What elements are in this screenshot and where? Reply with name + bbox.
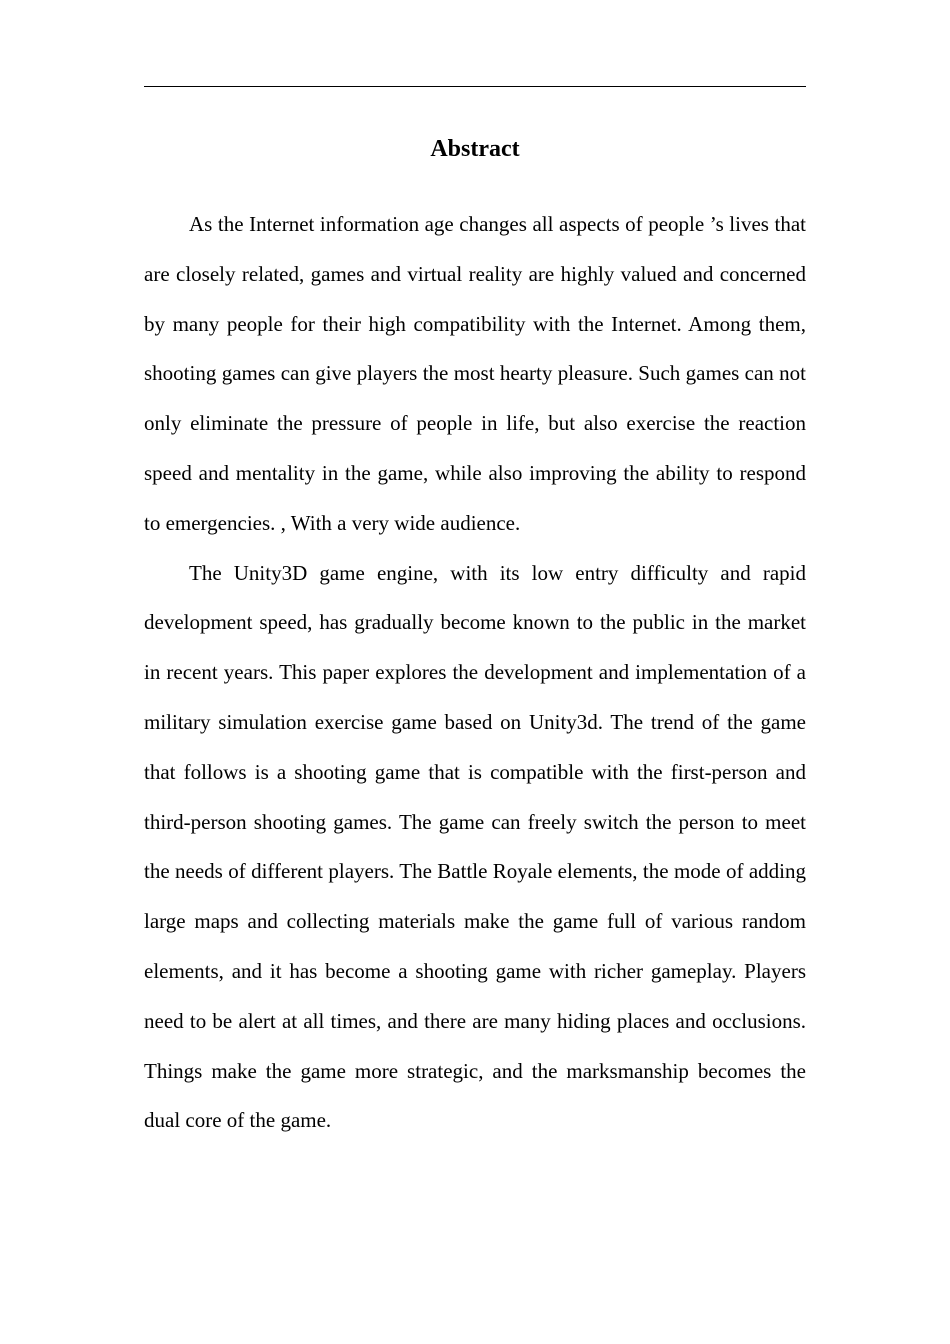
header-rule (144, 86, 806, 87)
abstract-paragraph-2: The Unity3D game engine, with its low entry difficulty and rapid development speed, has gradually become known to the public in the market in recent years. This paper explores the development and implementation of a military simulation exercise game based on Unity3d. The trend of the game that follows is a shooting game that is compatible with the first-person and third-person shooting games. The game can freely switch the person to meet the needs of different players. The Battle Royale elements, the mode of adding large maps and collecting materials make the game full of various random elements, and it has become a shooting game with richer gameplay. Players need to be alert at all times, and there are many hiding places and occlusions. Things make the game more strategic, and the marksmanship becomes the dual core of the game. (144, 560, 806, 1133)
abstract-title: Abstract (430, 136, 520, 162)
abstract-paragraph-1: As the Internet information age changes all aspects of people ’s lives that are closely related, games and virtual reality are highly valued and concerned by many people for their high compatibility with the Internet. Among them, shooting games can give players the most hearty pleasure. Such games can not only eliminate the pressure of people in life, but also exercise the reaction speed and mentality in the game, while also improving the ability to respond to emergencies. , With a very wide audience. (144, 212, 806, 535)
abstract-body (144, 200, 806, 1146)
